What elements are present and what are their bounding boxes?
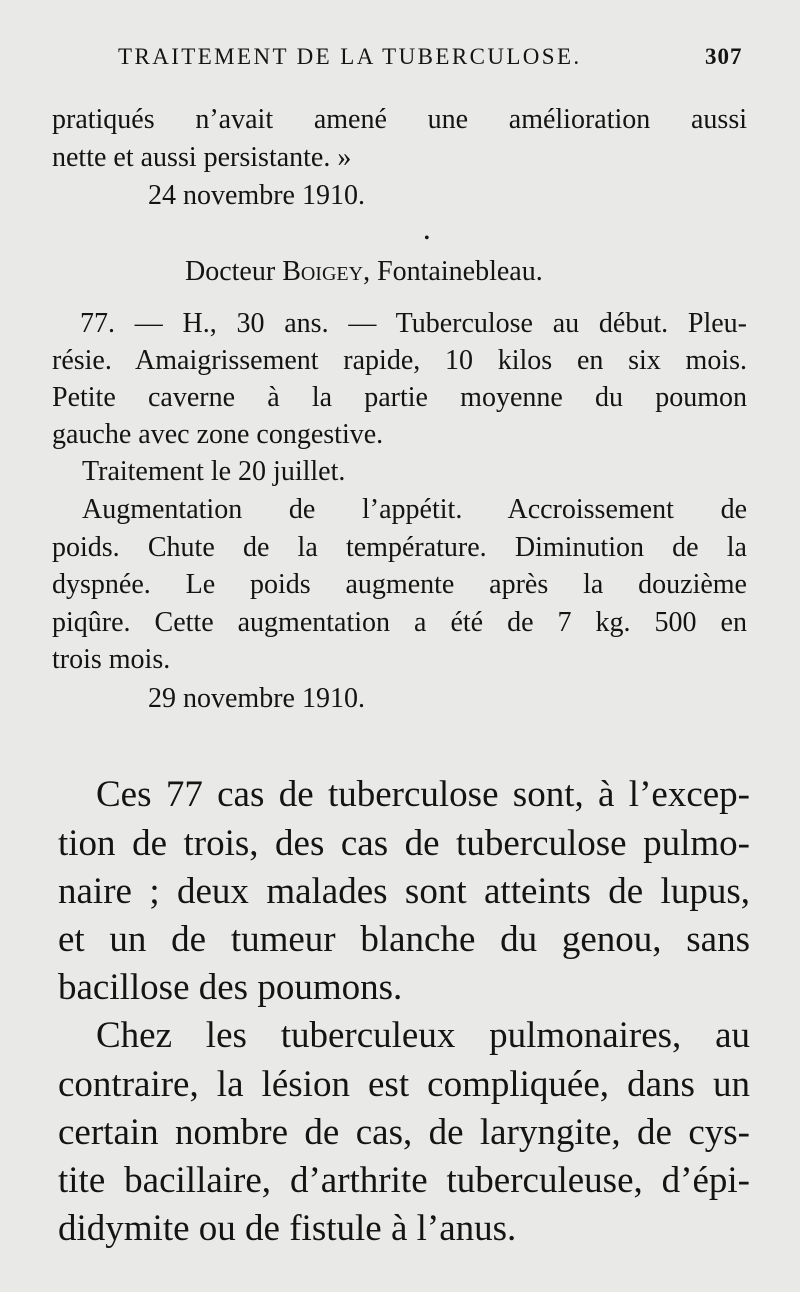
text-line: Ces 77 cas de tuberculose sont, à l’excep-: [96, 774, 750, 815]
text-line: Chez les tuberculeux pulmonaires, au: [96, 1015, 750, 1056]
text-line: nette et aussi persistante. »: [52, 142, 352, 173]
text-line: certain nombre de cas, de laryngite, de cys-: [58, 1112, 750, 1153]
text-line: naire ; deux malades sont atteints de lupus,: [58, 871, 750, 912]
doctor-name: Boigey: [282, 256, 364, 287]
text-line: poids. Chute de la température. Diminution de la: [52, 532, 747, 563]
text-line: piqûre. Cette augmentation a été de 7 kg. 500 en: [52, 607, 747, 638]
signature-location: , Fontainebleau.: [363, 256, 543, 287]
text-line: Traitement le 20 juillet.: [82, 456, 346, 487]
text-line: résie. Amaigrissement rapide, 10 kilos en six mois.: [52, 345, 747, 376]
signature-prefix: Docteur: [185, 256, 283, 287]
text-line: dyspnée. Le poids augmente après la douzième: [52, 569, 747, 600]
ornament: •: [424, 230, 430, 247]
text-line: Augmentation de l’appétit. Accroissement de: [82, 494, 747, 525]
text-line: contraire, la lésion est compliquée, dans un: [58, 1064, 750, 1105]
running-head: TRAITEMENT DE LA TUBERCULOSE.: [118, 44, 582, 69]
text-line: bacillose des poumons.: [58, 967, 403, 1008]
text-line: tite bacillaire, d’arthrite tuberculeuse, d’épi-: [58, 1160, 750, 1201]
page-number: 307: [705, 44, 743, 69]
case-date: 29 novembre 1910.: [148, 683, 365, 714]
text-line: 77. — H., 30 ans. — Tuberculose au début. Pleu-: [80, 308, 747, 339]
text-line: tion de trois, des cas de tuberculose pulmo-: [58, 823, 750, 864]
text-line: gauche avec zone congestive.: [52, 419, 384, 450]
text-line: trois mois.: [52, 644, 171, 675]
case-date: 24 novembre 1910.: [148, 180, 365, 211]
text-line: et un de tumeur blanche du genou, sans: [58, 919, 750, 960]
text-line: pratiqués n’avait amené une amélioration aussi: [52, 104, 747, 135]
text-line: Petite caverne à la partie moyenne du poumon: [52, 382, 747, 413]
text-line: didymite ou de fistule à l’anus.: [58, 1208, 517, 1249]
doctor-signature: [185, 256, 543, 288]
